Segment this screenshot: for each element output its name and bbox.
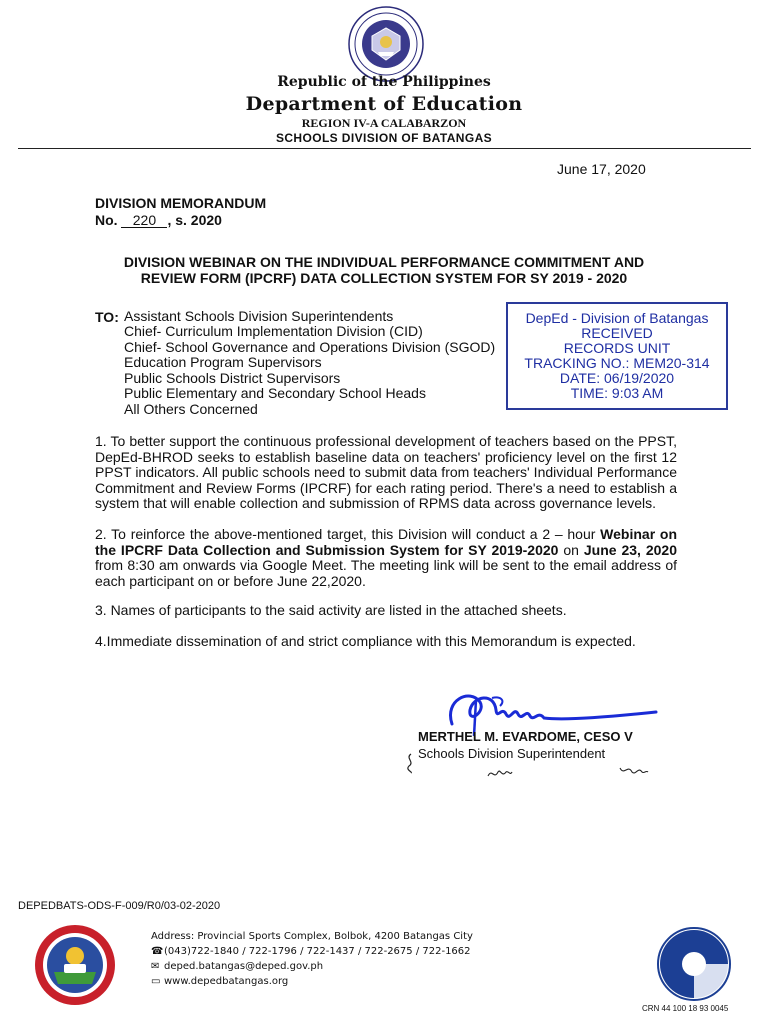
- stamp-tracking: TRACKING NO.: MEM20-314: [524, 355, 710, 371]
- recipient-item: Chief- Curriculum Implementation Division (CID): [124, 323, 423, 339]
- memo-number: 220: [121, 213, 167, 228]
- paragraph-1: 1. To better support the continuous professional development of teachers based on the PPST, DepEd-BHROD seeks to establish baseline data on teachers' proficiency level on the first 12 PPST indicators. All public schools need to submit data from teachers' Individual Performance Commitment and Review Forms (IPCRF) for each rating period. There's a need to establish a system that will enable collection and submission of RPMS data across governance levels.: [95, 433, 677, 511]
- recipient-item: Public Elementary and Secondary School Heads: [124, 385, 426, 401]
- p2-webinar-date: June 23, 2020: [583, 541, 678, 558]
- division-logo-icon: [34, 924, 116, 1006]
- p2-text-a: 2. To reinforce the above-mentioned target, this Division will conduct a 2 – hour: [95, 526, 601, 542]
- paragraph-3: 3. Names of participants to the said activity are listed in the attached sheets.: [95, 602, 567, 618]
- stamp-received: RECEIVED: [581, 325, 653, 341]
- received-stamp: [506, 302, 728, 410]
- footer-phone-line: [151, 946, 471, 957]
- deped-seal-icon: [348, 6, 424, 82]
- recipient-item: All Others Concerned: [124, 401, 258, 417]
- republic-heading: Republic of the Philippines: [277, 74, 491, 90]
- footer-email-line: [151, 961, 323, 972]
- footer-email[interactable]: deped.batangas@deped.gov.ph: [164, 961, 324, 972]
- footer-website[interactable]: www.depedbatangas.org: [164, 976, 289, 987]
- certificate-number: CRN 44 100 18 93 0045: [642, 1004, 729, 1013]
- phone-icon: ☎: [151, 946, 164, 957]
- memo-date: June 17, 2020: [557, 161, 646, 177]
- paragraph-4: 4.Immediate dissemination of and strict compliance with this Memorandum is expected.: [95, 633, 636, 649]
- subject-line-2: REVIEW FORM (IPCRF) DATA COLLECTION SYSTEM FOR SY 2019 - 2020: [140, 270, 628, 286]
- footer-web-line: [151, 976, 288, 987]
- recipient-item: Chief- School Governance and Operations Division (SGOD): [124, 339, 496, 355]
- form-code: DEPEDBATS-ODS-F-009/R0/03-02-2020: [18, 900, 221, 912]
- to-label: TO:: [95, 309, 119, 325]
- p2-webinar-title: Webinar on the IPCRF Data Collection and Submission System for SY 2019-2020: [95, 526, 678, 558]
- paragraph-2: [95, 527, 677, 589]
- initials-mark: [486, 766, 514, 782]
- footer-address: Address: Provincial Sports Complex, Bolbok, 4200 Batangas City: [151, 931, 473, 942]
- footer-phone: (043)722-1840 / 722-1796 / 722-1437 / 722-2675 / 722-1662: [164, 946, 471, 957]
- stamp-time: TIME: 9:03 AM: [570, 385, 664, 401]
- recipient-item: Public Schools District Supervisors: [124, 370, 341, 386]
- iso-certification-icon: [656, 926, 732, 1006]
- division-heading: SCHOOLS DIVISION OF BATANGAS: [275, 131, 493, 145]
- memo-series: , s. 2020: [167, 212, 222, 228]
- memo-title: DIVISION MEMORANDUM: [95, 195, 267, 211]
- department-heading: Department of Education: [245, 93, 523, 115]
- header-divider: [18, 148, 751, 149]
- stamp-date: DATE: 06/19/2020: [559, 370, 675, 386]
- memo-no-prefix: No.: [95, 212, 118, 228]
- stamp-unit: RECORDS UNIT: [563, 340, 671, 356]
- stamp-office: DepEd - Division of Batangas: [525, 310, 709, 326]
- signatory-name: MERTHEL M. EVARDOME, CESO V: [418, 729, 633, 744]
- envelope-icon: ✉: [151, 961, 160, 972]
- memo-number-line: [95, 212, 222, 228]
- region-heading: REGION IV-A CALABARZON: [301, 116, 467, 130]
- initials-mark: [403, 752, 419, 774]
- monitor-icon: ▭: [151, 976, 161, 987]
- p2-text-c: on: [558, 541, 584, 558]
- signatory-title: Schools Division Superintendent: [418, 746, 606, 761]
- initials-mark: [618, 762, 650, 778]
- recipient-item: Education Program Supervisors: [124, 354, 322, 370]
- subject-line-1: DIVISION WEBINAR ON THE INDIVIDUAL PERFORMANCE COMMITMENT AND: [123, 254, 645, 270]
- p2-text-e: from 8:30 am onwards via Google Meet. The meeting link will be sent to the email address of each participant on or before June 22,2020.: [95, 557, 677, 589]
- recipient-item: Assistant Schools Division Superintendents: [124, 308, 394, 324]
